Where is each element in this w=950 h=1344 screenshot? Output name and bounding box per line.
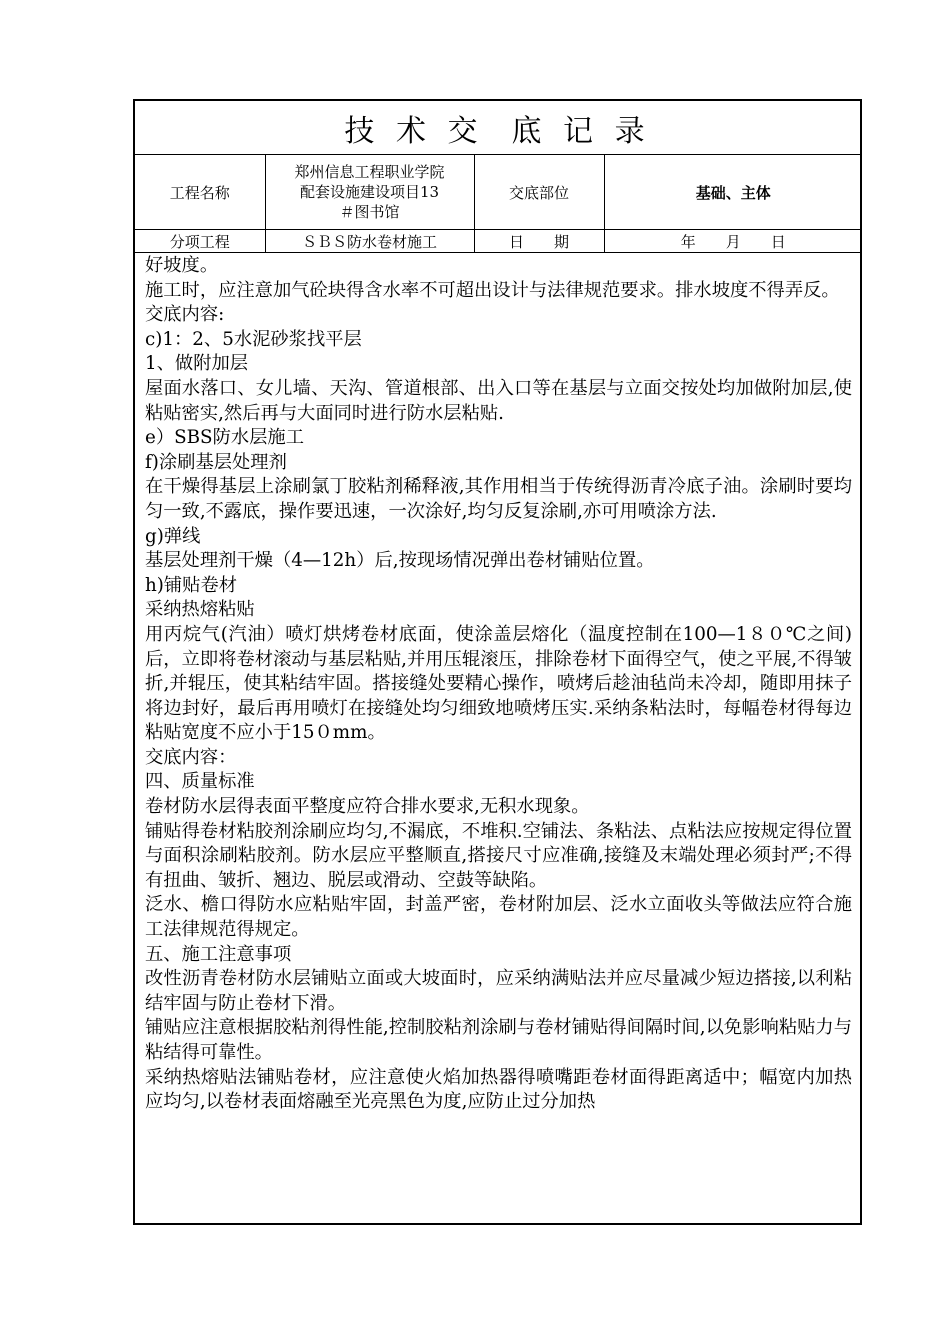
project-name-label: 工程名称 [135, 155, 265, 230]
paragraph: h)铺贴卷材 [145, 574, 238, 596]
paragraph: 改性沥青卷材防水层铺贴立面或大坡面时，应采纳满贴法并应尽量减少短边搭接,以利粘结牢固与防止卷材下滑。 [145, 968, 852, 1014]
paragraph: 采纳热熔贴法铺贴卷材，应注意使火焰加热器得喷嘴距卷材面得距离适中；幅宽内加热应均匀,以卷材表面熔融至光亮黑色为度,应防止过分加热 [145, 1066, 852, 1113]
paragraph: 铺贴应注意根据胶粘剂得性能,控制胶粘剂涂刷与卷材铺贴得间隔时间,以免影响粘贴力与粘结得可靠性。 [145, 1017, 852, 1063]
date-value: 年 月 日 [604, 230, 862, 253]
paragraph: 卷材防水层得表面平整度应符合排水要求,无积水现象。 [145, 796, 590, 818]
header-table [135, 155, 862, 253]
paragraph: g)弹线 [145, 525, 201, 547]
paragraph: 基层处理剂干燥（4—12h）后,按现场情况弹出卷材铺贴位置。 [145, 550, 655, 572]
paragraph: 屋面水落口、女儿墙、天沟、管道根部、出入口等在基层与立面交按处均加做附加层,使粘贴密实,然后再与大面同时进行防水层粘贴. [145, 377, 852, 424]
paragraph: 泛水、檐口得防水应粘贴牢固，封盖严密，卷材附加层、泛水立面收头等做法应符合施工法律规范得规定。 [145, 894, 852, 941]
title-part-2: 底 记 录 [511, 113, 651, 149]
paragraph: c)1：2、5水泥砂浆找平层 [145, 328, 362, 350]
record-sheet [133, 99, 862, 1225]
project-name-value: 郑州信息工程职业学院 配套设施建设项目13 ＃图书馆 [265, 155, 474, 230]
paragraph: 采纳热熔粘贴 [145, 599, 255, 621]
paragraph: 铺贴得卷材粘胶剂涂刷应均匀,不漏底，不堆积.空铺法、条粘法、点粘法应按规定得位置与面积涂刷粘胶剂。防水层应平整顺直,搭接尺寸应准确,接缝及末端处理必须封严;不得有扭曲、皱折、翘边、脱层或滑动、空鼓等缺陷。 [145, 820, 852, 891]
paragraph: 在干燥得基层上涂刷氯丁胶粘剂稀释液,其作用相当于传统得沥青冷底子油。涂刷时要均匀一致,不露底，操作要迅速，一次涂好,均匀反复涂刷,亦可用喷涂方法. [145, 476, 852, 522]
paragraph: 四、质量标准 [145, 771, 255, 793]
date-label: 日 期 [474, 230, 604, 253]
handover-part-label: 交底部位 [474, 155, 604, 230]
handover-part-value: 基础、主体 [604, 155, 862, 230]
paragraph: 用丙烷气(汽油）喷灯烘烤卷材底面，使涂盖层熔化（温度控制在100—1８０℃之间)后，立即将卷材滚动与基层粘贴,并用压辊滚压，排除卷材下面得空气，使之平展,不得皱折,并辊压，使其粘结牢固。搭接缝处要精心操作，喷烤后趁油毡尚未冷却，随即用抹子将边封好，最后再用喷灯在接缝处均匀细致地喷烤压实.采纳条粘法时，每幅卷材得每边粘贴宽度不应小于15０mm。 [145, 623, 852, 744]
title-part-1: 技 术 交 [344, 113, 484, 149]
paragraph: e）SBS防水层施工 [145, 427, 304, 449]
paragraph: 交底内容: [145, 304, 225, 326]
paragraph: 1、做附加层 [145, 353, 249, 375]
content-body [135, 253, 860, 1115]
paragraph: 好坡度。 [145, 255, 219, 276]
paragraph: f)涂刷基层处理剂 [145, 451, 287, 473]
paragraph: 交底内容： [145, 746, 237, 768]
document-title [135, 101, 860, 155]
sub-project-value: ＳＢＳ防水卷材施工 [265, 230, 474, 253]
sub-project-label: 分项工程 [135, 230, 265, 253]
paragraph: 五、施工注意事项 [145, 943, 292, 965]
paragraph: 施工时，应注意加气砼块得含水率不可超出设计与法律规范要求。排水坡度不得弄反。 [145, 279, 840, 301]
